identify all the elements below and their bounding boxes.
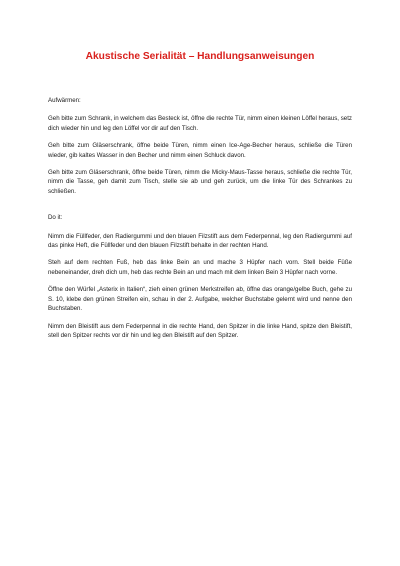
doit-paragraph-1: Nimm die Füllfeder, den Radiergummi und den blauen Filzstift aus dem Federpennal, leg den Radiergummi auf das pinke Heft, die Füllfeder und den blauen Filzstift behalte in der rechten Hand. (48, 232, 352, 250)
doit-paragraph-4: Nimm den Bleistift aus dem Federpennal in die rechte Hand, den Spitzer in die linke Hand, spitze den Bleistift, stell den Spitzer rechts vor dir hin und leg den Bleistift auf den Spitzer. (48, 322, 352, 339)
doit-paragraph-2: Steh auf dem rechten Fuß, heb das linke Bein an und mache 3 Hüpfer nach vorn. Stell beide Füße nebeneinander, dreh dich um, heb das rechte Bein an und mach mit dem linken Bein 3 Hüpfer nach vorne. (48, 259, 352, 276)
warmup-paragraph-2: Geh bitte zum Gläserschrank, öffne beide Türen, nimm einen Ice-Age-Becher heraus, schließe die Türen wieder, gib kaltes Wasser in den Becher und nimm einen Schluck davon. (48, 142, 352, 159)
document-title: Akustische Serialität – Handlungsanweisungen (85, 51, 315, 62)
document-body (48, 96, 352, 340)
warmup-paragraph-1: Geh bitte zum Schrank, in welchem das Besteck ist, öffne die rechte Tür, nimm einen kleinen Löffel heraus, setz dich wieder hin und leg den Löffel vor dir auf den Tisch. (48, 115, 352, 132)
doit-heading: Do it: (48, 214, 63, 222)
warmup-paragraph-3: Geh bitte zum Gläserschrank, öffne beide Türen, nimm die Micky-Maus-Tasse heraus, schließe die rechte Tür, nimm die Tasse, geh damit zum Tisch, stelle sie ab und geh zurück, um die linke Tür des Schrankes zu schließen. (48, 169, 352, 195)
warmup-heading: Aufwärmen: (48, 97, 81, 104)
doit-paragraph-3: Öffne den Würfel „Asterix in Italien“, zieh einen grünen Merkstreifen ab, öffne das orange/gelbe Buch, gehe zu S. 10, klebe den grünen Streifen ein, schau in der 2. Aufgabe, welcher Buchstabe gelernt wird und nenne den Buchstaben. (48, 286, 352, 313)
